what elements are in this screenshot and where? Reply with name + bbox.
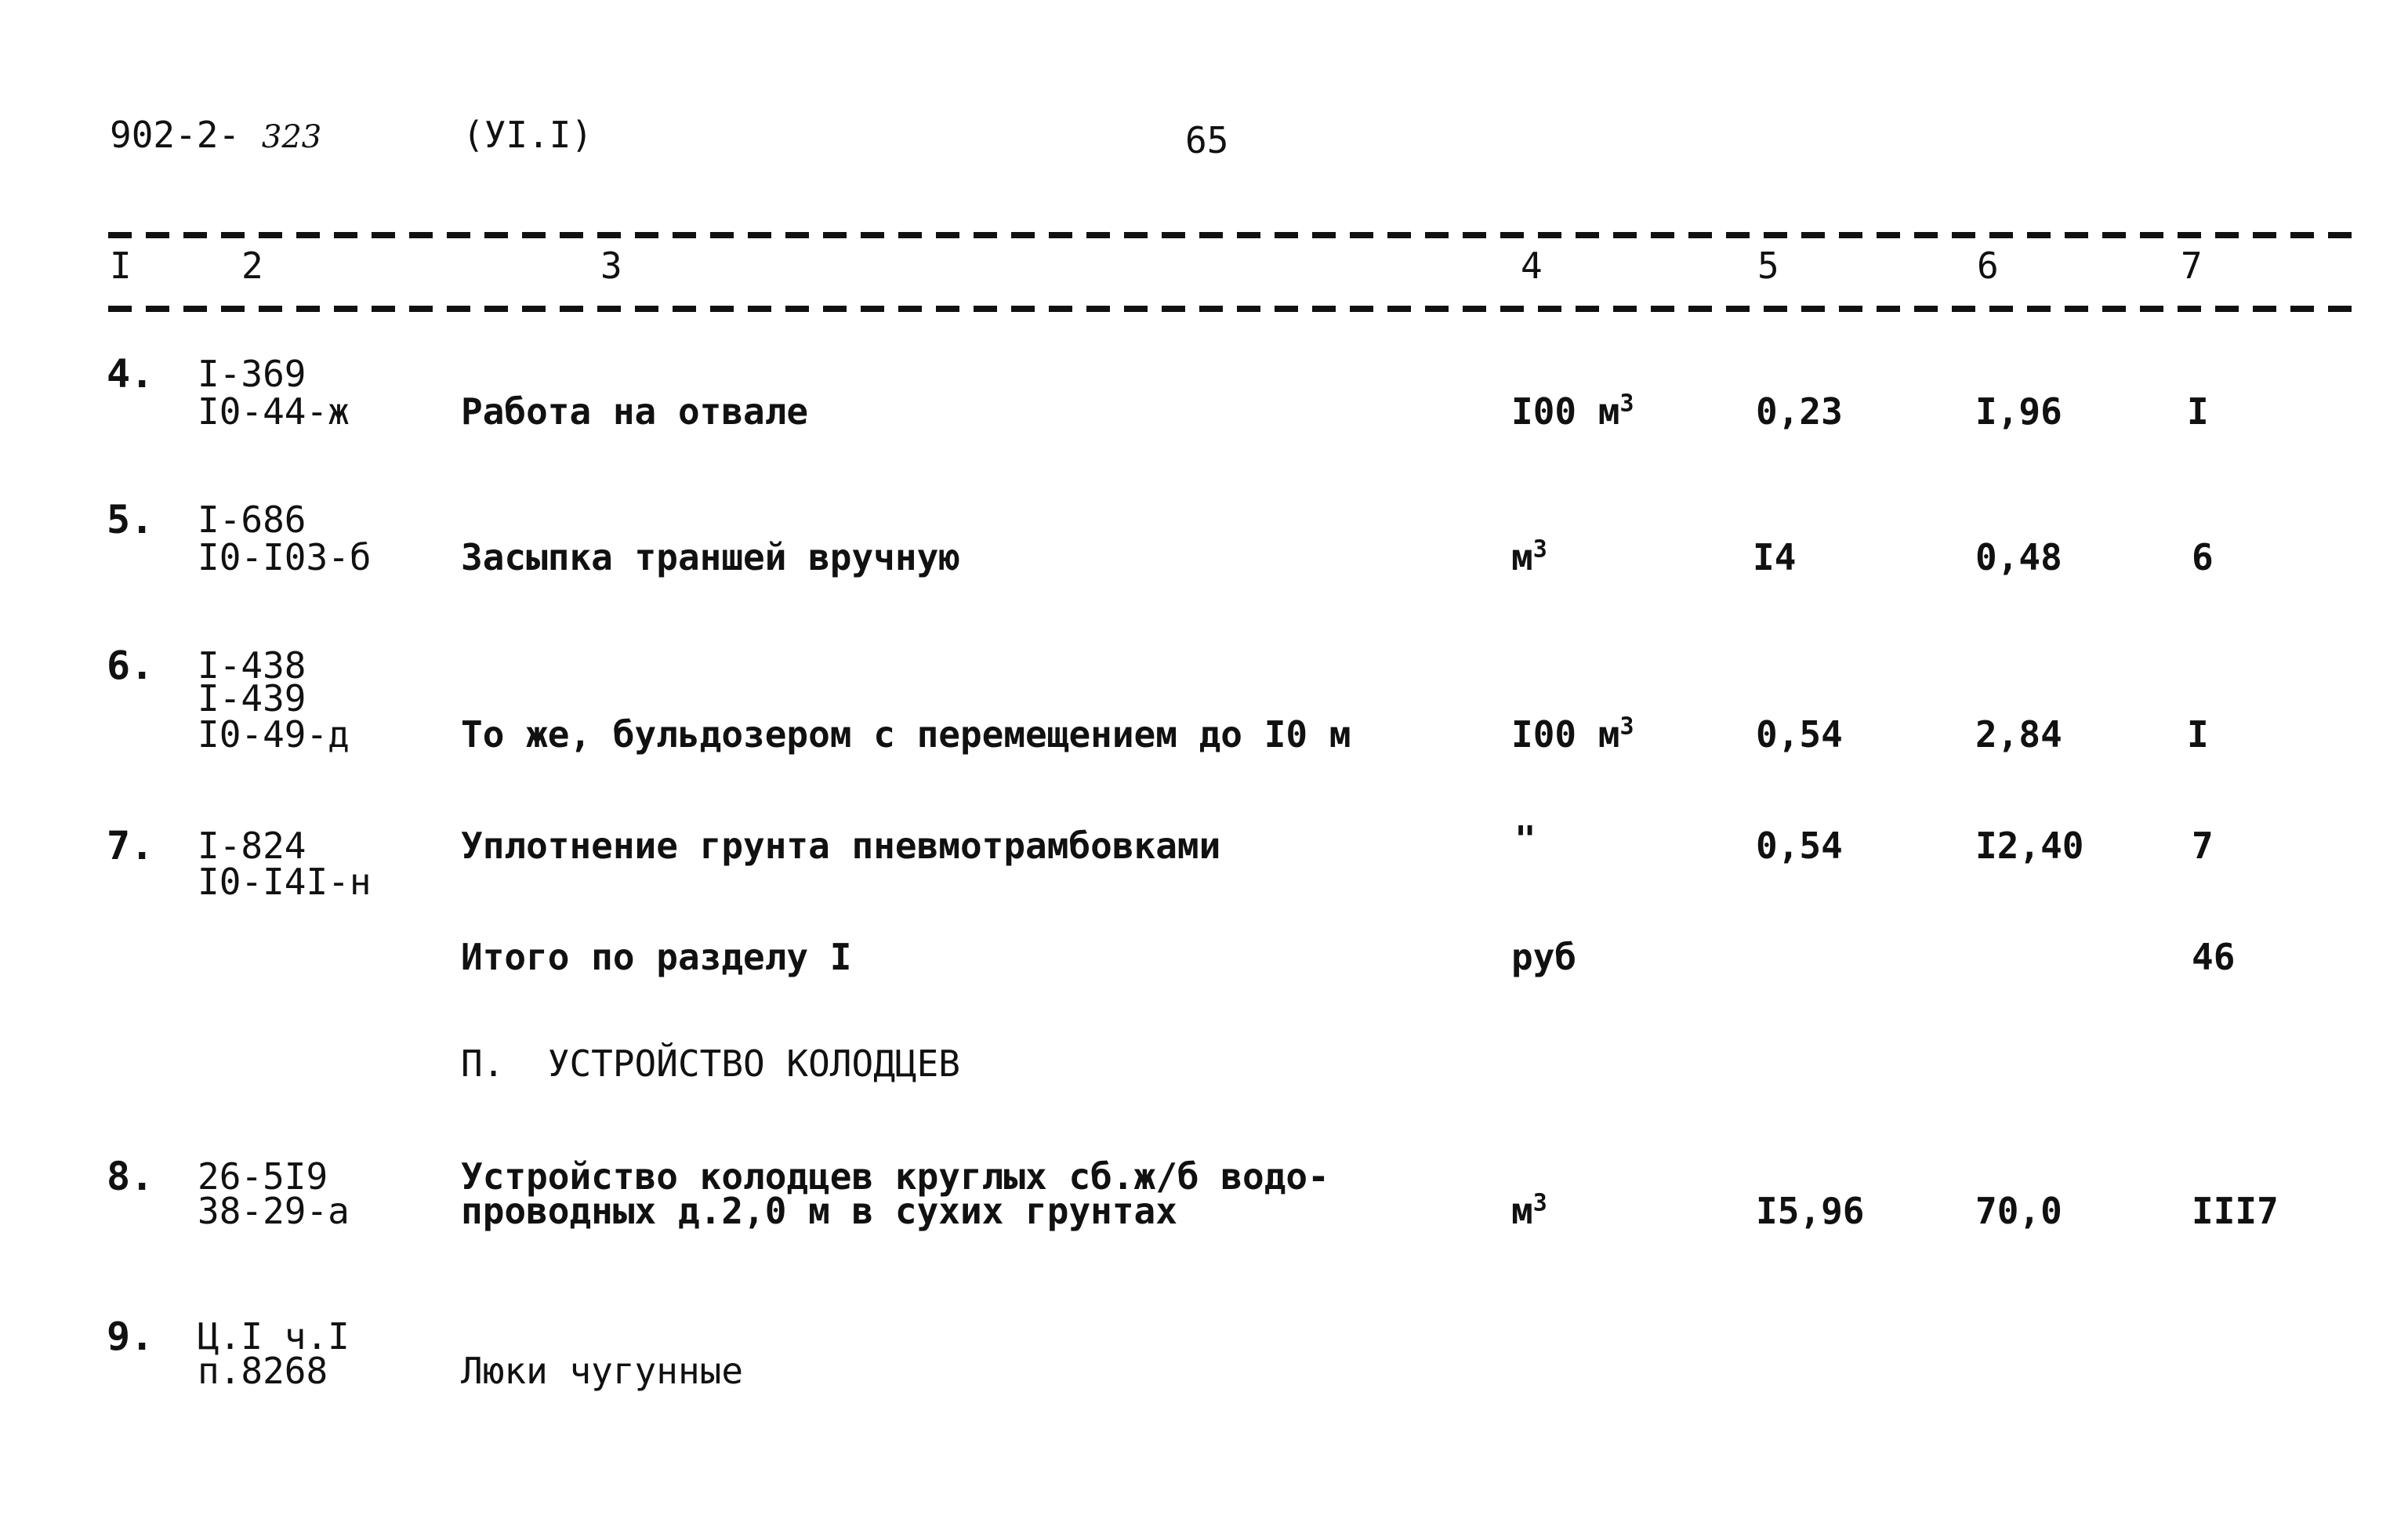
row-6-qty: 0,54 — [1756, 713, 1843, 756]
document-code-handwritten: 323 — [261, 119, 322, 155]
row-8-unit-sup: 3 — [1532, 1189, 1547, 1217]
row-9-code-2: п.8268 — [198, 1350, 328, 1392]
column-header-7: 7 — [2181, 245, 2203, 287]
row-5-code-2: I0-I03-б — [198, 536, 372, 578]
row-5-price: 0,48 — [1975, 536, 2062, 578]
row-5-qty: I4 — [1753, 536, 1797, 578]
column-header-3: 3 — [600, 245, 622, 287]
row-6-total: I — [2187, 713, 2209, 756]
row-4-unit-sup: 3 — [1619, 390, 1634, 418]
row-7-code-1: I-824 — [198, 825, 306, 867]
row-8-number: 8. — [107, 1154, 154, 1199]
column-header-5: 5 — [1757, 245, 1779, 287]
row-4-code-1: I-369 — [198, 353, 306, 395]
row-8-price: 70,0 — [1975, 1190, 2062, 1232]
row-4-qty: 0,23 — [1756, 390, 1843, 433]
row-6-description: То же, бульдозером с перемещением до I0 м — [461, 713, 1351, 756]
row-5-unit-sup: 3 — [1532, 535, 1547, 564]
row-5-code-1: I-686 — [198, 498, 306, 541]
row-6-code-3: I0-49-д — [198, 713, 350, 756]
subtotal-total: 46 — [2192, 936, 2236, 978]
row-7-description: Уплотнение грунта пневмотрамбовками — [461, 825, 1221, 867]
row-6-price: 2,84 — [1975, 713, 2062, 756]
row-6-unit — [1511, 712, 1634, 756]
row-9-code-1: Ц.I ч.I — [198, 1315, 350, 1358]
row-4-code-2: I0-44-ж — [198, 390, 350, 433]
row-8-description-line-2: проводных д.2,0 м в сухих грунтах — [461, 1190, 1177, 1232]
row-6-number: 6. — [107, 643, 154, 688]
row-4-description: Работа на отвале — [461, 390, 809, 433]
row-4-number: 4. — [107, 351, 154, 397]
page-number: 65 — [1185, 119, 1229, 161]
row-6-code-2: I-439 — [198, 677, 306, 720]
row-7-total: 7 — [2192, 825, 2214, 867]
column-header-2: 2 — [241, 245, 263, 287]
document-code-printed: 902-2- — [110, 114, 241, 156]
document-code — [110, 114, 321, 156]
subtotal-label: Итого по разделу I — [461, 936, 852, 978]
row-8-total: III7 — [2192, 1190, 2279, 1232]
row-8-qty: I5,96 — [1756, 1190, 1865, 1232]
row-6-unit-sup: 3 — [1619, 712, 1634, 741]
row-4-price: I,96 — [1975, 390, 2062, 433]
row-8-code-1: 26-5I9 — [198, 1155, 328, 1198]
row-6-code-1: I-438 — [198, 644, 306, 687]
column-header-4: 4 — [1521, 245, 1543, 287]
row-7-number: 7. — [107, 823, 154, 868]
row-5-total: 6 — [2192, 536, 2214, 578]
row-7-qty: 0,54 — [1756, 825, 1843, 867]
row-8-unit — [1511, 1191, 1547, 1231]
row-4-unit — [1511, 392, 1634, 431]
row-4-total: I — [2187, 390, 2209, 433]
row-7-price: I2,40 — [1975, 825, 2084, 867]
row-6-unit-text: I00 м — [1511, 713, 1620, 756]
row-5-unit — [1511, 535, 1547, 578]
column-header-6: 6 — [1977, 245, 1999, 287]
row-8-code-2: 38-29-а — [198, 1190, 350, 1232]
row-8-description-line-1: Устройство колодцев круглых сб.ж/б водо- — [461, 1155, 1329, 1198]
row-8-unit-text: м — [1511, 1190, 1533, 1232]
section-title: П. УСТРОЙСТВО КОЛОДЦЕВ — [461, 1042, 960, 1085]
section-code: (УI.I) — [462, 114, 593, 156]
row-5-description: Засыпка траншей вручную — [461, 536, 960, 578]
row-9-number: 9. — [107, 1314, 154, 1359]
subtotal-unit: руб — [1511, 936, 1577, 978]
row-4-unit-text: I00 м — [1511, 390, 1620, 433]
row-7-code-2: I0-I4I-н — [198, 861, 372, 903]
row-9-description: Люки чугунные — [461, 1350, 744, 1392]
column-header-1: I — [110, 245, 132, 287]
row-7-unit: " — [1514, 818, 1536, 861]
row-5-number: 5. — [107, 497, 154, 542]
row-5-unit-text: м — [1511, 536, 1533, 578]
header-top-rule — [108, 232, 2359, 238]
header-bottom-rule — [108, 306, 2359, 312]
